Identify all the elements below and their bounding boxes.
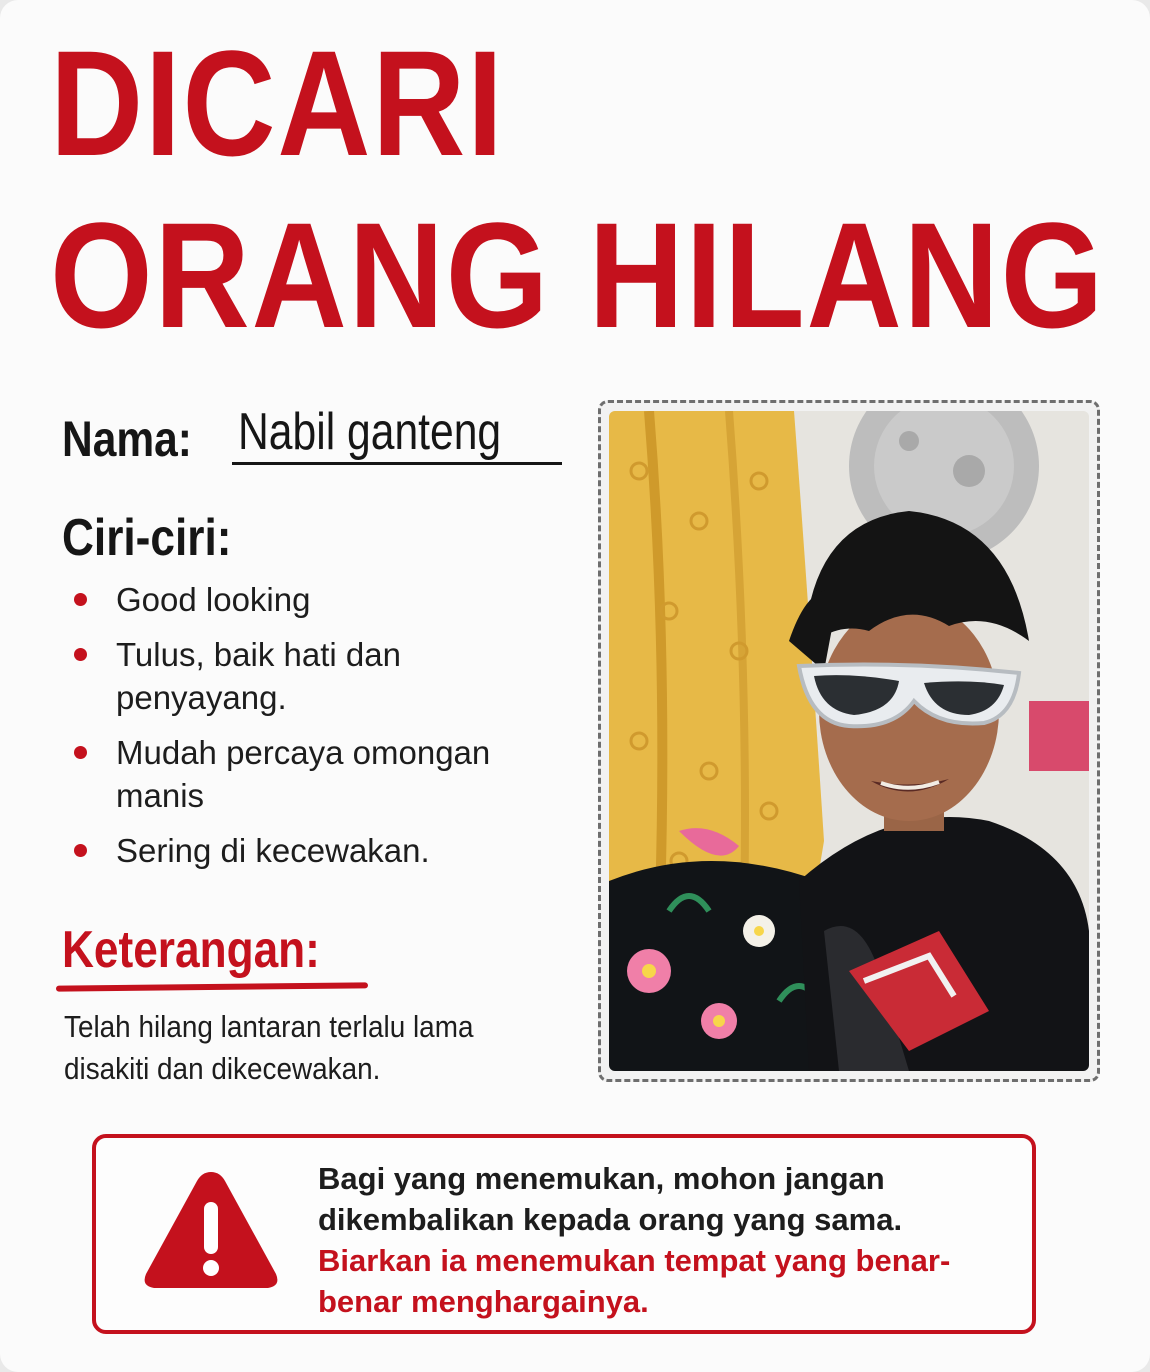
notice-text-red: Biarkan ia menemukan tempat yang benar-benar menghargainya.: [318, 1243, 951, 1319]
notice-text: [318, 1158, 1018, 1322]
traits-list: [68, 578, 528, 884]
list-item: [68, 633, 528, 719]
trait-text: Tulus, baik hati dan penyayang.: [116, 636, 401, 716]
trait-text: Sering di kecewakan.: [116, 832, 430, 869]
name-underline: [232, 462, 562, 465]
notice-box: [92, 1134, 1036, 1334]
bullet-icon: [74, 648, 87, 661]
trait-text: Mudah percaya omongan manis: [116, 734, 491, 814]
headline-line-2: ORANG HILANG: [50, 191, 1106, 359]
name-value: Nabil ganteng: [238, 403, 502, 461]
list-item: [68, 578, 528, 621]
bullet-icon: [74, 746, 87, 759]
name-label: Nama:: [62, 411, 192, 467]
person-photo-illustration: [609, 411, 1089, 1071]
description-text: Telah hilang lantaran terlalu lama disakiti dan dikecewakan.: [64, 1009, 474, 1086]
warning-triangle-icon: [140, 1164, 282, 1294]
list-item: [68, 829, 528, 872]
photo-frame: [598, 400, 1100, 1082]
list-item: [68, 731, 528, 817]
headline-line-1: DICARI: [50, 19, 505, 187]
trait-text: Good looking: [116, 581, 311, 618]
notice-text-dark: Bagi yang menemukan, mohon jangan dikembalikan kepada orang yang sama.: [318, 1161, 903, 1237]
bullet-icon: [74, 844, 87, 857]
description-underline: [56, 982, 368, 991]
description-heading: Keterangan:: [62, 921, 320, 979]
bullet-icon: [74, 593, 87, 606]
traits-heading: Ciri-ciri:: [62, 509, 232, 567]
person-photo: [609, 411, 1089, 1071]
